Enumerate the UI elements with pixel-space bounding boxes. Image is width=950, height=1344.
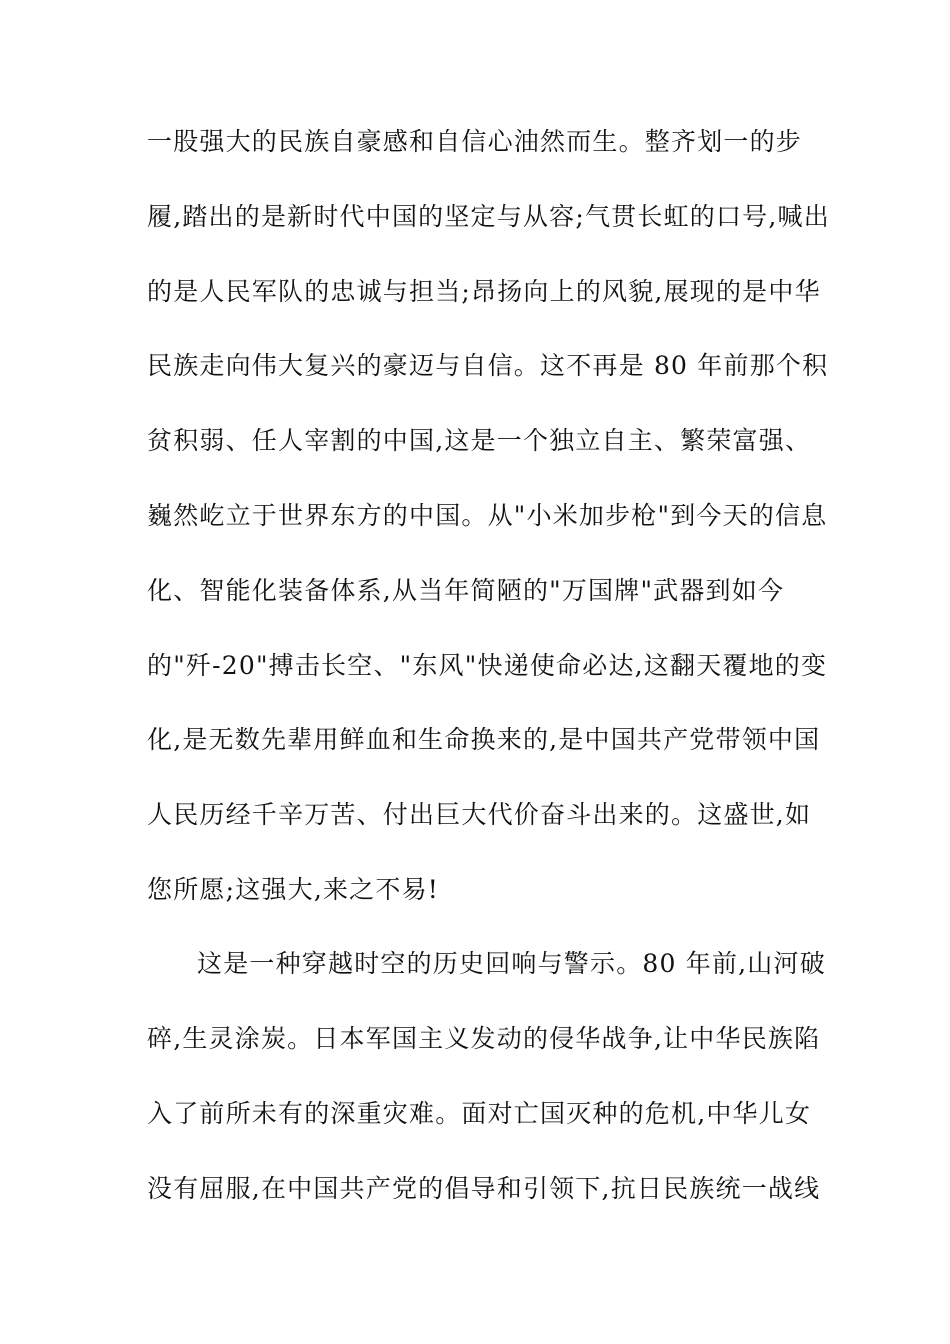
text-line: 的"歼-20"搏击长空、"东风"快递使命必达,这翻天覆地的变 [147,651,828,680]
text-line: 您所愿;这强大,来之不易! [147,875,440,904]
text-line: 入了前所未有的深重灾难。面对亡国灭种的危机,中华儿女 [147,1099,812,1128]
text-line: 没有屈服,在中国共产党的倡导和引领下,抗日民族统一战线 [147,1174,821,1203]
text-line: 化,是无数先辈用鲜血和生命换来的,是中国共产党带领中国 [147,725,821,754]
text-line: 履,踏出的是新时代中国的坚定与从容;气贯长虹的口号,喊出 [147,202,830,231]
text-line: 碎,生灵涂炭。日本军国主义发动的侵华战争,让中华民族陷 [147,1024,821,1053]
text-line: 一股强大的民族自豪感和自信心油然而生。整齐划一的步 [147,127,803,156]
text-line: 贫积弱、任人宰割的中国,这是一个独立自主、繁荣富强、 [147,426,812,455]
paragraph-first-line: 这是一种穿越时空的历史回响与警示。80 年前,山河破 [197,949,826,978]
text-line: 的是人民军队的忠诚与担当;昂扬向上的风貌,展现的是中华 [147,277,821,306]
text-line: 人民历经千辛万苦、付出巨大代价奋斗出来的。这盛世,如 [147,800,812,829]
text-line: 民族走向伟大复兴的豪迈与自信。这不再是 80 年前那个积 [147,351,829,380]
text-line: 化、智能化装备体系,从当年简陋的"万国牌"武器到如今 [147,576,785,605]
text-line: 巍然屹立于世界东方的中国。从"小米加步枪"到今天的信息 [147,501,828,530]
